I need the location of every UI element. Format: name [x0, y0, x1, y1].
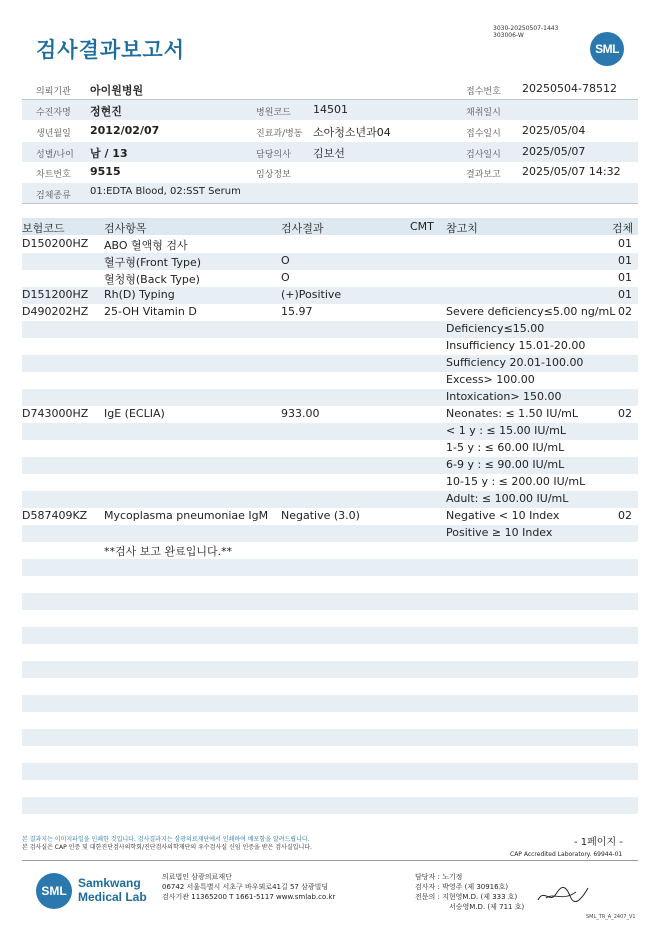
empty-table-row	[22, 712, 638, 729]
empty-table-row	[22, 559, 638, 576]
cell-specimen: 01	[618, 288, 632, 301]
cell-result: O	[281, 271, 290, 284]
table-row	[22, 270, 638, 287]
cell-item: Mycoplasma pneumoniae IgM	[104, 509, 269, 522]
cell-ref: 6-9 y : ≤ 90.00 IU/mL	[446, 458, 565, 471]
empty-table-row	[22, 661, 638, 678]
cell-code: D150200HZ	[22, 237, 89, 250]
table-row	[22, 423, 638, 440]
table-row	[22, 372, 638, 389]
empty-table-row	[22, 763, 638, 780]
empty-table-row	[22, 729, 638, 746]
cell-ref: Sufficiency 20.01-100.00	[446, 356, 584, 369]
table-row	[22, 253, 638, 270]
col-spec-header: 검체	[612, 222, 634, 235]
empty-table-row	[22, 814, 638, 831]
cell-ref: Adult: ≤ 100.00 IU/mL	[446, 492, 569, 505]
empty-table-row	[22, 678, 638, 695]
col-cmt-header: CMT	[410, 220, 434, 233]
empty-table-row	[22, 644, 638, 661]
empty-table-row	[22, 627, 638, 644]
cell-ref: Deficiency≤15.00	[446, 322, 545, 335]
accession-value: 20250504-78512	[522, 82, 617, 95]
report-remarks: 본 결과지는 이미지파일을 인쇄한 것입니다. 검사결과지는 삼광의료재단에서 인쇄하여 배포함을 알려드립니다. 본 검사실은 CAP 인증 및 대한진단검사의학회/진단검사의학재단의 우수검사실 신임 인증을 받은 검사실입니다.	[22, 836, 312, 851]
table-row	[22, 474, 638, 491]
empty-table-row	[22, 780, 638, 797]
received-date: 2025/05/04	[522, 124, 586, 137]
cell-ref: Insufficiency 15.01-20.00	[446, 339, 586, 352]
company-name: Samkwang Medical Lab	[78, 876, 147, 904]
cell-result: Negative (3.0)	[281, 509, 360, 522]
cell-result: O	[281, 254, 290, 267]
cell-item: 혈구형(Front Type)	[104, 256, 202, 269]
cap-accreditation: CAP Accredited Laboratory. 69944-01	[510, 851, 623, 858]
dob-value: 2012/02/07	[90, 124, 160, 137]
info-row-dob: 생년월일 2012/02/07 진료과/병동 소아청소년과04 접수일시 2025/05/04	[36, 124, 586, 139]
cell-ref: Negative < 10 Index	[446, 509, 560, 522]
cell-item: **검사 보고 완료입니다.**	[104, 545, 233, 558]
cell-ref: Intoxication> 150.00	[446, 390, 562, 403]
empty-table-row	[22, 576, 638, 593]
document-number: 3030-20250507-1443 303006-W	[493, 25, 559, 39]
cell-code: D490202HZ	[22, 305, 89, 318]
info-row-sex-age: 성별/나이 남 / 13 담당의사 김보선 검사일시 2025/05/07	[22, 142, 638, 162]
test-date: 2025/05/07	[522, 145, 586, 158]
divider	[22, 203, 638, 204]
info-row-specimen: 검체종류 01:EDTA Blood, 02:SST Serum	[22, 183, 638, 203]
table-row	[22, 338, 638, 355]
cell-specimen: 01	[618, 254, 632, 267]
specimen-value: 01:EDTA Blood, 02:SST Serum	[90, 186, 241, 197]
page-number: - 1페이지 -	[574, 837, 623, 848]
signatories: 담당자 : 노기정 검사자 : 박영주 (제 30916호) 전문의 : 지현영M.D. (제 333 호) 서승영M.D. (제 711 호)	[415, 873, 525, 911]
institution-value: 아이원병원	[90, 84, 144, 97]
cell-specimen: 02	[618, 509, 632, 522]
page-title: 검사결과보고서	[36, 38, 186, 62]
table-row	[22, 236, 638, 253]
empty-table-row	[22, 746, 638, 763]
table-row	[22, 321, 638, 338]
cell-code: D743000HZ	[22, 407, 89, 420]
hospital-code: 14501	[313, 103, 348, 116]
doctor-value: 김보선	[313, 147, 345, 160]
info-row-patient: 수진자명 정현진 병원코드 14501 채취일시	[22, 100, 638, 120]
col-result-header: 검사결과	[281, 222, 324, 235]
col-ref-header: 참고치	[446, 222, 478, 235]
col-item-header: 검사항목	[104, 222, 147, 235]
sex-age-value: 남 / 13	[90, 147, 128, 160]
empty-table-row	[22, 797, 638, 814]
table-row	[22, 491, 638, 508]
cell-code: D587409KZ	[22, 509, 88, 522]
sml-logo-icon: SML	[590, 32, 624, 66]
results-table-body	[22, 236, 638, 831]
cell-specimen: 02	[618, 305, 632, 318]
cell-item: Rh(D) Typing	[104, 288, 175, 301]
form-version: SML_TR_A_2407_V1	[586, 914, 636, 920]
sml-footer-logo-icon: SML	[36, 873, 72, 909]
cell-specimen: 01	[618, 237, 632, 250]
patient-name: 정현진	[90, 105, 122, 118]
report-date: 2025/05/07 14:32	[522, 165, 621, 178]
results-table-header	[22, 218, 638, 235]
cell-ref: Excess> 100.00	[446, 373, 535, 386]
table-row	[22, 440, 638, 457]
cell-specimen: 01	[618, 271, 632, 284]
table-row	[22, 457, 638, 474]
cell-specimen: 02	[618, 407, 632, 420]
cell-ref: < 1 y : ≤ 15.00 IU/mL	[446, 424, 566, 437]
cell-item: 혈청형(Back Type)	[104, 273, 200, 286]
dept-value: 소아청소년과04	[313, 126, 391, 139]
empty-table-row	[22, 610, 638, 627]
cell-item: IgE (ECLIA)	[104, 407, 165, 420]
table-row	[22, 389, 638, 406]
table-row	[22, 304, 638, 321]
cell-ref: 10-15 y : ≤ 200.00 IU/mL	[446, 475, 586, 488]
table-row	[22, 406, 638, 423]
cell-result: 933.00	[281, 407, 320, 420]
cell-result: (+)Positive	[281, 288, 342, 301]
cell-ref: Positive ≥ 10 Index	[446, 526, 553, 539]
cell-item: ABO 혈액형 검사	[104, 239, 188, 252]
cell-ref: Severe deficiency≤5.00 ng/mL	[446, 305, 616, 318]
col-code-header: 보험코드	[22, 222, 65, 235]
table-row	[22, 525, 638, 542]
table-row	[22, 542, 638, 559]
table-row	[22, 355, 638, 372]
empty-table-row	[22, 593, 638, 610]
info-row-institution: 의뢰기관 아이원병원 접수번호 20250504-78512	[36, 82, 617, 97]
cell-ref: Neonates: ≤ 1.50 IU/mL	[446, 407, 578, 420]
cell-item: 25-OH Vitamin D	[104, 305, 197, 318]
cell-code: D151200HZ	[22, 288, 89, 301]
signature-icon	[536, 880, 591, 908]
table-row	[22, 508, 638, 525]
table-row	[22, 287, 638, 304]
cell-result: 15.97	[281, 305, 313, 318]
cell-ref: 1-5 y : ≤ 60.00 IU/mL	[446, 441, 565, 454]
info-row-chart: 차트번호 9515 임상정보 결과보고 2025/05/07 14:32	[36, 165, 621, 180]
chart-number: 9515	[90, 165, 121, 178]
empty-table-row	[22, 695, 638, 712]
footer-divider	[22, 860, 638, 861]
company-address: 의료법인 삼광의료재단 06742 서울특별시 서초구 바우뫼로41길 57 삼광빌딩 검사기관 11365200 T 1661-5117 www.smlab.co.kr	[162, 873, 336, 901]
